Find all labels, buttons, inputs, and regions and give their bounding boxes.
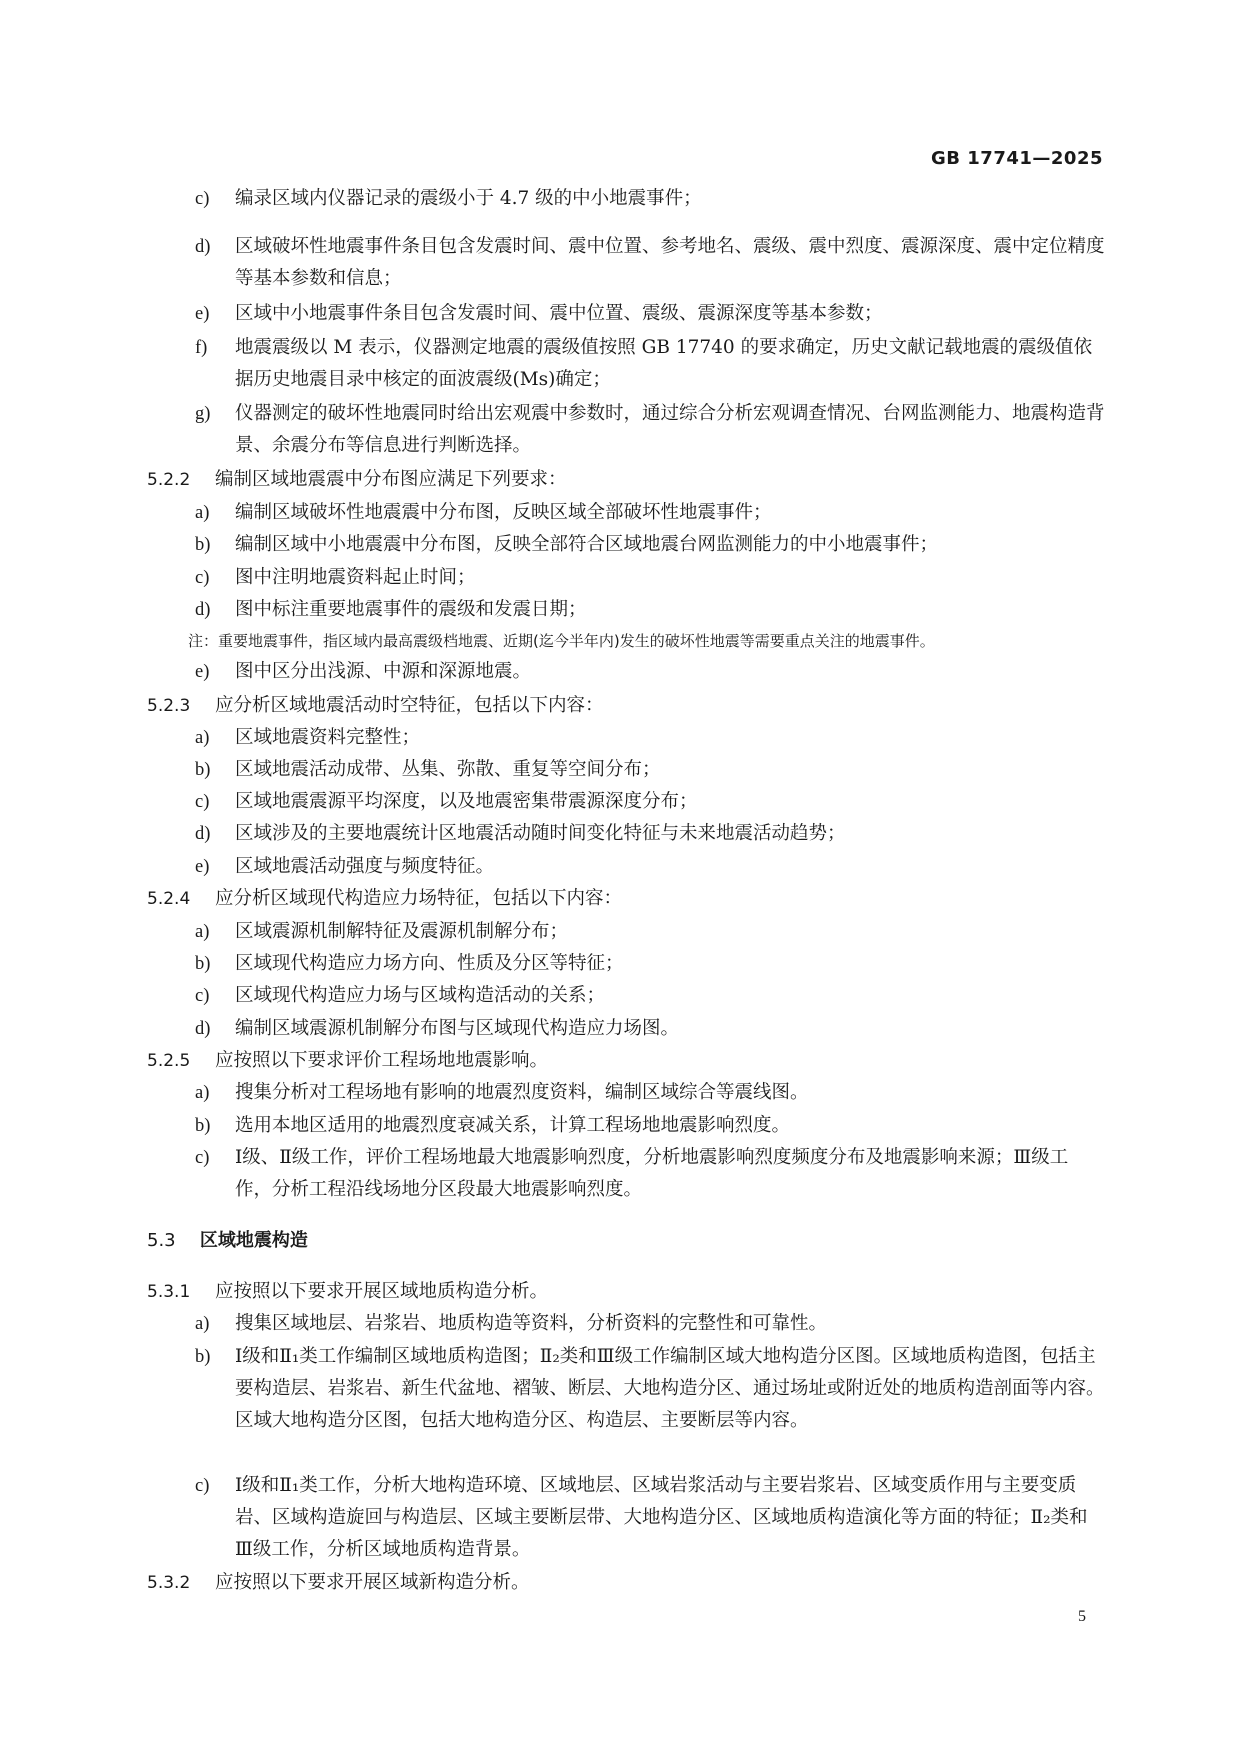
- item-label: a): [195, 728, 210, 748]
- item-text: 区域现代构造应力场与区域构造活动的关系；: [235, 985, 606, 1006]
- item-label: f): [195, 338, 208, 358]
- item-text: 搜集分析对工程场地有影响的地震烈度资料，编制区域综合等震线图。: [235, 1082, 809, 1103]
- item-text: 区域破坏性地震事件条目包含发震时间、震中位置、参考地名、震级、震中烈度、震源深度、震中定位精度等基本参数和信息；: [235, 236, 1105, 289]
- item-label: c): [195, 1476, 210, 1496]
- item-text: Ⅰ级和Ⅱ₁类工作，分析大地构造环境、区域地层、区域岩浆活动与主要岩浆岩、区域变质作用与主要变质岩、区域构造旋回与构造层、区域主要断层带、大地构造分区、区域地质构造演化等方面的特征；Ⅱ₂类和Ⅲ级工作，分析区域地质构造背景。: [235, 1475, 1088, 1560]
- clause-number: 5.2.4: [147, 889, 191, 909]
- item-text: 图中标注重要地震事件的震级和发震日期；: [235, 599, 587, 620]
- item-label: a): [195, 503, 210, 523]
- item-text: 搜集区域地层、岩浆岩、地质构造等资料，分析资料的完整性和可靠性。: [235, 1313, 828, 1334]
- item-text: 地震震级以 M 表示，仪器测定地震的震级值按照 GB 17740 的要求确定，历史文献记载地震的震级值依据历史地震目录中核定的面波震级(Ms)确定；: [235, 337, 1093, 390]
- item-label: a): [195, 1314, 210, 1334]
- item-label: b): [195, 760, 211, 780]
- item-text: 区域涉及的主要地震统计区地震活动随时间变化特征与未来地震活动趋势；: [235, 823, 846, 844]
- item-label: c): [195, 568, 210, 588]
- item-label: c): [195, 1148, 210, 1168]
- item-label: a): [195, 922, 210, 942]
- item-text: 仪器测定的破坏性地震同时给出宏观震中参数时，通过综合分析宏观调查情况、台网监测能力、地震构造背景、余震分布等信息进行判断选择。: [235, 403, 1105, 456]
- clause-number: 5.2.5: [147, 1051, 191, 1071]
- item-text: 区域地震活动强度与频度特征。: [235, 856, 495, 877]
- item-label: c): [195, 792, 210, 812]
- item-label: g): [195, 404, 211, 424]
- item-label: a): [195, 1083, 210, 1103]
- item-label: c): [195, 189, 210, 209]
- clause-number: 5.3.2: [147, 1573, 191, 1593]
- clause-text: 应分析区域现代构造应力场特征，包括以下内容：: [215, 888, 623, 909]
- item-label: b): [195, 1116, 211, 1136]
- item-text: 区域地震活动成带、丛集、弥散、重复等空间分布；: [235, 759, 661, 780]
- item-label: b): [195, 1347, 211, 1367]
- item-text: 编录区域内仪器记录的震级小于 4.7 级的中小地震事件；: [235, 188, 702, 209]
- item-text: 区域震源机制解特征及震源机制解分布；: [235, 921, 569, 942]
- standard-number: GB 17741—2025: [931, 148, 1103, 169]
- clause-text: 应按照以下要求评价工程场地地震影响。: [215, 1050, 549, 1071]
- item-text: 区域地震震源平均深度，以及地震密集带震源深度分布；: [235, 791, 698, 812]
- clause-text: 应按照以下要求开展区域新构造分析。: [215, 1572, 530, 1593]
- item-label: b): [195, 954, 211, 974]
- page-number: 5: [1078, 1608, 1086, 1625]
- item-label: c): [195, 986, 210, 1006]
- item-text: Ⅰ级和Ⅱ₁类工作编制区域地质构造图；Ⅱ₂类和Ⅲ级工作编制区域大地构造分区图。区域地质构造图，包括主要构造层、岩浆岩、新生代盆地、褶皱、断层、大地构造分区、通过场址或附近处的地质构造剖面等内容。区域大地构造分区图，包括大地构造分区、构造层、主要断层等内容。: [235, 1346, 1105, 1431]
- item-label: e): [195, 662, 210, 682]
- item-text: 编制区域震源机制解分布图与区域现代构造应力场图。: [235, 1018, 680, 1039]
- clause-number: 5.2.3: [147, 696, 191, 716]
- item-text: 编制区域中小地震震中分布图，反映全部符合区域地震台网监测能力的中小地震事件；: [235, 534, 939, 555]
- clause-number: 5.2.2: [147, 470, 191, 490]
- clause-text: 应分析区域地震活动时空特征，包括以下内容：: [215, 695, 604, 716]
- clause-number: 5.3.1: [147, 1282, 191, 1302]
- section-number: 5.3: [147, 1230, 176, 1251]
- clause-text: 应按照以下要求开展区域地质构造分析。: [215, 1281, 549, 1302]
- item-label: e): [195, 304, 210, 324]
- item-label: d): [195, 600, 211, 620]
- item-text: 区域中小地震事件条目包含发震时间、震中位置、震级、震源深度等基本参数；: [235, 303, 883, 324]
- section-heading: [147, 1225, 308, 1257]
- item-label: b): [195, 535, 211, 555]
- item-text: 图中区分出浅源、中源和深源地震。: [235, 661, 532, 682]
- clause-text: 编制区域地震震中分布图应满足下列要求：: [215, 469, 567, 490]
- item-text: 图中注明地震资料起止时间；: [235, 567, 476, 588]
- item-text: 区域现代构造应力场方向、性质及分区等特征；: [235, 953, 624, 974]
- item-label: d): [195, 1019, 211, 1039]
- item-label: d): [195, 824, 211, 844]
- item-text: 选用本地区适用的地震烈度衰减关系，计算工程场地地震影响烈度。: [235, 1115, 791, 1136]
- item-label: e): [195, 857, 210, 877]
- item-text: Ⅰ级、Ⅱ级工作，评价工程场地最大地震影响烈度，分析地震影响烈度频度分布及地震影响来源；Ⅲ级工作，分析工程沿线场地分区段最大地震影响烈度。: [235, 1147, 1069, 1200]
- item-text: 区域地震资料完整性；: [235, 727, 421, 748]
- item-label: d): [195, 237, 211, 257]
- section-title: 区域地震构造: [199, 1230, 308, 1251]
- note: 注：重要地震事件，指区域内最高震级档地震、近期(迄今半年内)发生的破坏性地震等需要重点关注的地震事件。: [188, 632, 935, 650]
- item-text: 编制区域破坏性地震震中分布图，反映区域全部破坏性地震事件；: [235, 502, 772, 523]
